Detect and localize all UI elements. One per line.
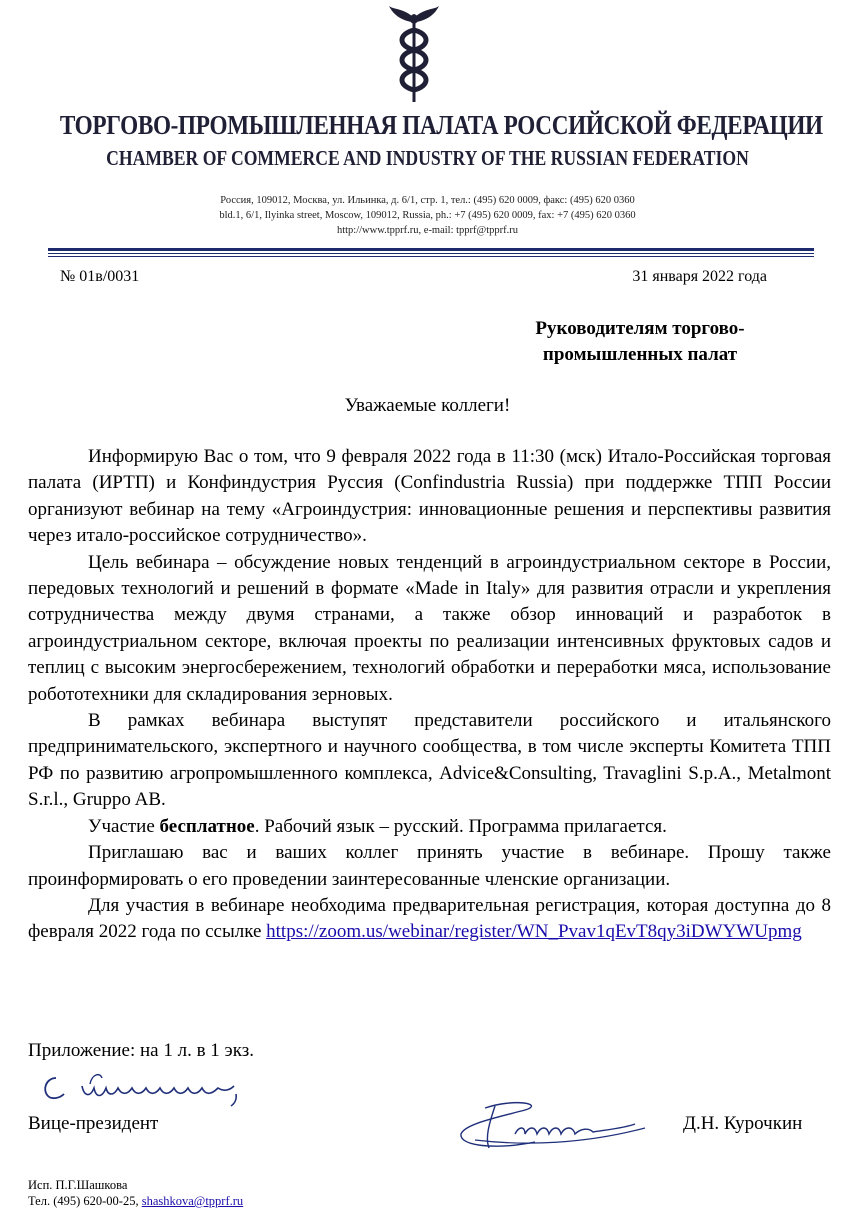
caduceus-logo-icon <box>388 4 440 104</box>
web-email: http://www.tpprf.ru, e-mail: tpprf@tpprf.ru <box>336 225 519 236</box>
handwritten-closing <box>38 1068 248 1108</box>
executor-name: Исп. П.Г.Шашкова <box>28 1178 128 1192</box>
letter-body <box>28 444 831 946</box>
attachment-note: Приложение: на 1 л. в 1 экз. <box>28 1040 254 1061</box>
header-rule-thin-2 <box>48 256 814 257</box>
header-rule-thin <box>48 253 814 254</box>
org-name-ru: ТОРГОВО-ПРОМЫШЛЕННАЯ ПАЛАТА РОССИЙСКОЙ ФЕДЕРАЦИИ <box>59 110 823 140</box>
recipient-block <box>490 316 790 368</box>
executor-contact <box>28 1194 243 1209</box>
header-rule-thick <box>48 248 814 251</box>
paragraph-5: Приглашаю вас и ваших коллег принять участие в вебинаре. Прошу также проинформировать о его проведении заинтересованные членские организации. <box>28 842 831 890</box>
salutation: Уважаемые коллеги! <box>344 395 511 416</box>
paragraph-4-prefix: Участие <box>88 815 160 837</box>
signature-image <box>455 1094 655 1156</box>
registration-link[interactable]: https://zoom.us/webinar/register/WN_Pvav1qEvT8qy3iDWYWUpmg <box>266 921 802 943</box>
paragraph-4-suffix: . Рабочий язык – русский. Программа прилагается. <box>254 815 667 837</box>
recipient-line-2: промышленных палат <box>542 344 738 365</box>
document-date: 31 января 2022 года <box>632 268 767 285</box>
address-en: bld.1, 6/1, Ilyinka street, Moscow, 109012, Russia, ph.: +7 (495) 620 0009, fax: +7 (495) 620 0360 <box>219 210 636 221</box>
paragraph-3: В рамках вебинара выступят представители российского и итальянского предпринимательского, экспертного и научного сообщества, в том числе эксперты Комитета ТПП РФ по развитию агропромышленного комплекса, Advice&Consulting, Travaglini S.p.A., Metalmont S.r.l., Gruppo AB. <box>28 710 831 811</box>
org-name-en: CHAMBER OF COMMERCE AND INDUSTRY OF THE RUSSIAN FEDERATION <box>106 146 749 170</box>
paragraph-4-bold: бесплатное <box>159 815 255 837</box>
executor-email-link[interactable]: shashkova@tpprf.ru <box>141 1194 244 1208</box>
signer-position: Вице-президент <box>28 1113 159 1134</box>
paragraph-6 <box>28 893 831 946</box>
document-number: № 01в/0031 <box>60 268 140 285</box>
paragraph-1: Информирую Вас о том, что 9 февраля 2022 года в 11:30 (мск) Итало-Российская торговая палата (ИРТП) и Конфиндустрия Руссия (Confindustria Russia) при поддержке ТПП России организуют вебинар на тему «Агроиндустрия: инновационные решения и перспективы развития через итало-российское сотрудничество». <box>28 446 831 547</box>
paragraph-4 <box>28 814 831 840</box>
executor-phone: Тел. (495) 620-00-25, <box>28 1194 142 1208</box>
signer-name: Д.Н. Курочкин <box>683 1113 803 1134</box>
paragraph-6-text: Для участия в вебинаре необходима предварительная регистрация, которая доступна до 8 февраля 2022 года по ссылке <box>28 894 831 943</box>
address-ru: Россия, 109012, Москва, ул. Ильинка, д. 6/1, стр. 1, тел.: (495) 620 0009, факс: (495) 620 0360 <box>220 195 635 206</box>
paragraph-2: Цель вебинара – обсуждение новых тенденций в агроиндустриальном секторе в России, передовых технологий и решений в формате «Made in Italy» для развития отрасли и укрепления сотрудничества между двумя странами, а также обзор инноваций и разработок в агроиндустриальном секторе, включая проекты по реализации интенсивных фруктовых садов и теплиц с высоким энергосбережением, технологий обработки и переработки мяса, использование робототехники для складирования зерновых. <box>28 551 831 705</box>
recipient-line-1: Руководителям торгово- <box>535 318 745 339</box>
